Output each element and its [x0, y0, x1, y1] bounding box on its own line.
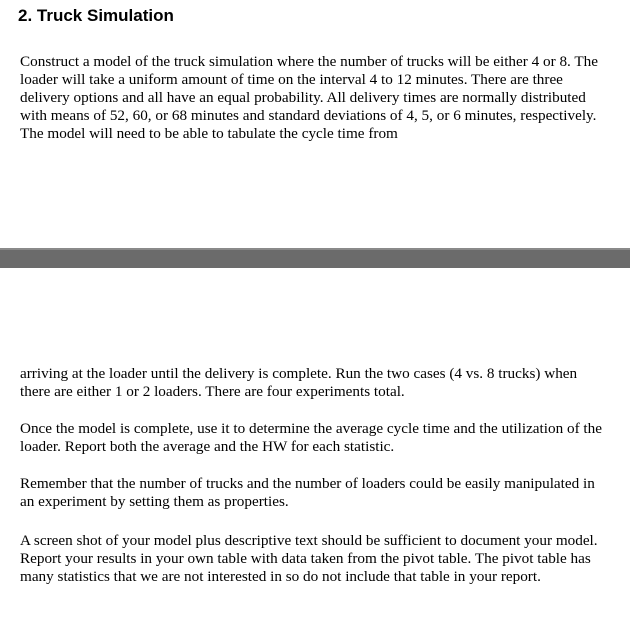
document-page-1 — [0, 0, 630, 246]
page-break-divider — [0, 248, 630, 270]
document-page-2 — [0, 268, 630, 622]
paragraph-properties-note: Remember that the number of trucks and the number of loaders could be easily manipulated in an experiment by setting them as properties. — [20, 475, 595, 510]
paragraph-intro: Construct a model of the truck simulation where the number of trucks will be either 4 or 8. The loader will take a uniform amount of time on the interval 4 to 12 minutes. There are three delivery options and all have an equal probability. All delivery times are normally distributed with means of 52, 60, or 68 minutes and standard deviations of 4, 5, or 6 minutes, respectively. The model will need to be able to tabulate the cycle time from — [20, 53, 598, 142]
paragraph-results-task: Once the model is complete, use it to determine the average cycle time and the utilization of the loader. Report both the average and the HW for each statistic. — [20, 420, 602, 455]
section-heading: 2. Truck Simulation — [18, 6, 174, 25]
paragraph-report-instructions: A screen shot of your model plus descriptive text should be sufficient to document your model. Report your results in your own table with data taken from the pivot table. The pivot table has many statistics that we are not interested in so do not include that table in your report. — [20, 532, 598, 585]
paragraph-continuation: arriving at the loader until the delivery is complete. Run the two cases (4 vs. 8 trucks) when there are either 1 or 2 loaders. There are four experiments total. — [20, 365, 578, 400]
